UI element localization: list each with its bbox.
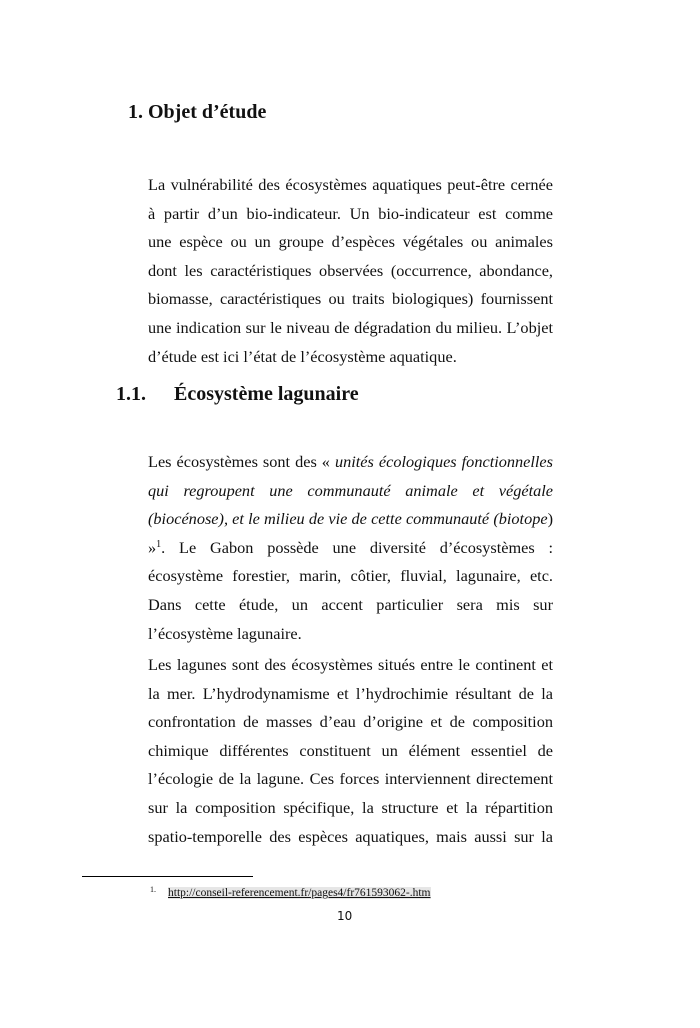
text-line — [148, 448, 553, 477]
paragraph — [148, 651, 553, 851]
text: l’écosystème lagunaire. — [148, 623, 302, 643]
text-line — [148, 171, 553, 200]
text: dont les caractéristiques observées (occurrence, abondance, — [148, 260, 553, 280]
text-line — [148, 314, 553, 343]
italic-text: (biocénose), et le milieu de vie de cette communauté (biotope — [148, 509, 548, 529]
text-line — [148, 591, 553, 620]
text: écosystème forestier, marin, côtier, fluvial, lagunaire, etc. — [148, 566, 553, 586]
paragraph — [148, 448, 553, 648]
text: sur la composition spécifique, la structure et la répartition — [148, 797, 553, 817]
paragraph — [148, 171, 553, 371]
text-line — [148, 200, 553, 229]
text: Les écosystèmes sont des « — [148, 452, 335, 471]
text: . Le Gabon possède une diversité d’écosystèmes : — [161, 537, 553, 557]
text-line — [148, 257, 553, 286]
text-line — [148, 794, 553, 823]
subsection-heading — [116, 383, 359, 406]
text: biomasse, caractéristiques ou traits biologiques) fournissent — [148, 289, 553, 309]
text: Les lagunes sont des écosystèmes situés entre le continent et — [148, 655, 553, 674]
italic-text: qui regroupent une communauté animale et végétale — [148, 480, 553, 500]
text-line — [148, 477, 553, 506]
footnote-reference: 1 — [156, 538, 162, 550]
text-line — [148, 505, 553, 534]
text: La vulnérabilité des écosystèmes aquatiques peut-être cernée — [148, 175, 553, 194]
footnote-separator — [82, 876, 253, 877]
text-line — [148, 680, 553, 709]
text-line — [148, 620, 553, 649]
text: une indication sur le niveau de dégradation du milieu. L’objet — [148, 317, 553, 337]
subsection-title: Écosystème lagunaire — [174, 383, 359, 405]
text-line — [148, 562, 553, 591]
text: chimique différentes constituent un élément essentiel de — [148, 740, 553, 760]
text-line — [148, 708, 553, 737]
text: la mer. L’hydrodynamisme et l’hydrochimie résultant de la — [148, 683, 553, 703]
text-line — [148, 285, 553, 314]
page-number: 10 — [337, 909, 353, 923]
text: confrontation de masses d’eau d’origine et de composition — [148, 712, 553, 732]
text-line — [148, 534, 553, 563]
text-line — [148, 823, 553, 852]
text-line — [148, 651, 553, 680]
footnote — [150, 885, 431, 899]
footnote-link[interactable]: http://conseil-referencement.fr/pages4/fr761593062-.htm — [168, 887, 431, 899]
text: une espèce ou un groupe d’espèces végétales ou animales — [148, 232, 553, 252]
section-heading: 1. Objet d’étude — [128, 101, 267, 123]
text-line — [148, 228, 553, 257]
text: à partir d’un bio-indicateur. Un bio-indicateur est comme — [148, 203, 553, 223]
text: spatio-temporelle des espèces aquatiques, mais aussi sur la — [148, 826, 553, 846]
text-line — [148, 765, 553, 794]
text: d’étude est ici l’état de l’écosystème aquatique. — [148, 346, 457, 366]
text: l’écologie de la lagune. Ces forces interviennent directement — [148, 769, 553, 789]
text: ) — [547, 509, 553, 529]
footnote-mark: 1. — [150, 885, 156, 894]
text-line — [148, 737, 553, 766]
italic-text: unités écologiques fonctionnelles — [334, 452, 553, 471]
subsection-number: 1.1. — [116, 383, 146, 405]
text-line — [148, 343, 553, 372]
text: » — [148, 537, 157, 557]
text: Dans cette étude, un accent particulier sera mis sur — [148, 594, 553, 614]
